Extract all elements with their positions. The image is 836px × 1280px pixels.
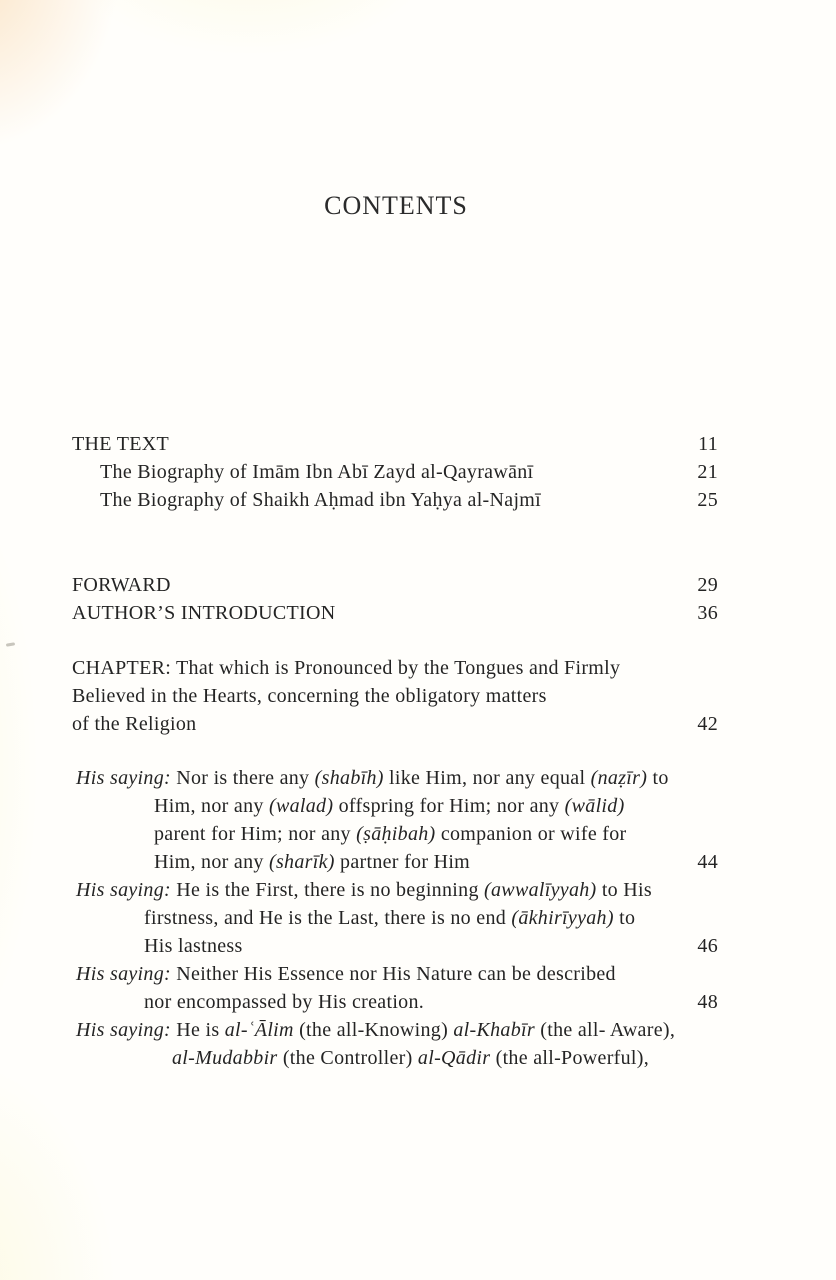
toc-line (72, 486, 718, 514)
toc-line (72, 1016, 718, 1044)
toc-line (72, 430, 718, 458)
page-number: 46 (697, 935, 718, 957)
page-number: 42 (697, 713, 718, 735)
page-number: 25 (697, 489, 718, 511)
toc-line-text: His saying: Nor is there any (shabīh) like Him, nor any equal (naẓīr) to (76, 767, 669, 789)
toc-line (72, 571, 718, 599)
page-title: CONTENTS (324, 191, 468, 220)
toc-line-text: His lastness (144, 935, 243, 957)
toc-line-text: The Biography of Imām Ibn Abī Zayd al-Qayrawānī (100, 461, 534, 483)
toc-gap (72, 738, 718, 764)
toc-line (72, 710, 718, 738)
toc-line-text: Him, nor any (sharīk) partner for Him (154, 851, 471, 873)
toc-line (72, 904, 718, 932)
toc-line-text: nor encompassed by His creation. (144, 991, 425, 1013)
toc-line-text: THE TEXT (72, 433, 170, 455)
scan-artifact-speck (6, 642, 15, 647)
toc-line (72, 654, 718, 682)
page-number: 21 (697, 461, 718, 483)
toc-gap (72, 627, 718, 654)
toc-line-text: FORWARD (72, 574, 171, 596)
toc-line (72, 932, 718, 960)
toc-line-text: of the Religion (72, 713, 197, 735)
page-number: 36 (697, 602, 718, 624)
toc-line-text: Him, nor any (walad) offspring for Him; nor any (wālid) (154, 795, 625, 817)
toc-line (72, 820, 718, 848)
toc-line (72, 1044, 718, 1072)
toc-line-text: His saying: Neither His Essence nor His Nature can be described (76, 963, 616, 985)
page-number: 44 (697, 851, 718, 873)
page-number: 29 (697, 574, 718, 596)
toc-line (72, 682, 718, 710)
toc-line (72, 876, 718, 904)
toc-gap (72, 514, 718, 571)
toc-line (72, 599, 718, 627)
toc-line-text: AUTHOR’S INTRODUCTION (72, 602, 336, 624)
toc-line (72, 848, 718, 876)
toc-line-text: The Biography of Shaikh Aḥmad ibn Yaḥya al-Najmī (100, 489, 542, 511)
toc-line-text: His saying: He is al-ʿĀlim (the all-Knowing) al-Khabīr (the all- Aware), (76, 1019, 676, 1041)
toc-line-text: parent for Him; nor any (ṣāḥibah) companion or wife for (154, 823, 627, 845)
toc-line-text: His saying: He is the First, there is no beginning (awwalīyyah) to His (76, 879, 652, 901)
toc-line (72, 960, 718, 988)
toc-line (72, 458, 718, 486)
toc-line-text: CHAPTER: That which is Pronounced by the Tongues and Firmly (72, 657, 621, 679)
toc-line-text: al-Mudabbir (the Controller) al-Qādir (the all-Powerful), (172, 1047, 650, 1069)
toc-line (72, 988, 718, 1016)
page-number: 11 (698, 433, 718, 455)
toc-line-text: firstness, and He is the Last, there is no end (ākhirīyyah) to (144, 907, 636, 929)
toc-line (72, 792, 718, 820)
toc-line (72, 764, 718, 792)
toc (72, 430, 718, 1072)
page-number: 48 (697, 991, 718, 1013)
toc-line-text: Believed in the Hearts, concerning the obligatory matters (72, 685, 547, 707)
